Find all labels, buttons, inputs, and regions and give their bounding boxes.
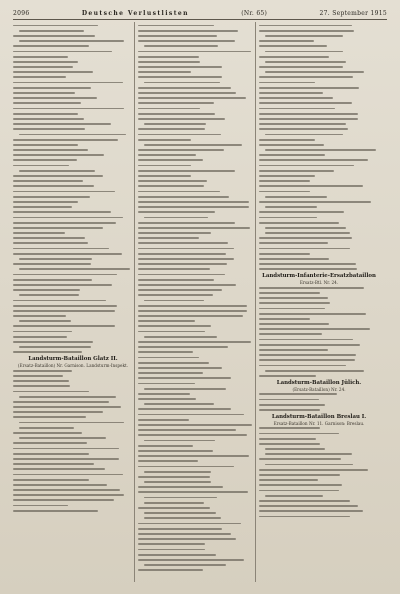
page-number: 2096 (13, 10, 30, 17)
illegible-text-line (13, 350, 133, 355)
column-left (13, 23, 133, 583)
header-rule (13, 19, 387, 20)
illegible-text-line (259, 407, 379, 412)
illegible-text-line (259, 373, 379, 378)
section-heading: Landsturm-Infanterie-Ersatzbataillon (262, 273, 376, 279)
section-heading: Landsturm-Bataillon Breslau I. (271, 413, 367, 420)
column-divider (134, 22, 135, 582)
illegible-text-line (138, 568, 258, 573)
casualty-list (259, 426, 379, 519)
illegible-text-line (259, 514, 379, 519)
illegible-text-line (259, 267, 379, 272)
illegible-text-line (13, 508, 133, 513)
column-middle (138, 23, 258, 583)
casualty-list (259, 392, 379, 413)
page-header (13, 8, 387, 19)
casualty-list (138, 23, 258, 573)
section-subheading: (Ersatz-Bataillon) Nr. 24. (292, 386, 346, 392)
casualty-list (259, 285, 379, 378)
casualty-list (13, 23, 133, 355)
issue-number: (Nr. 65) (241, 10, 268, 17)
section-subheading: (Ersatz-Bataillon) Nr. Garnison. Landsturm-Inspekt. (17, 363, 129, 369)
issue-date: 27. September 1915 (319, 10, 387, 17)
casualty-list (13, 368, 133, 513)
section-subheading: Ersatz-Bataillon Nr. 11. Garnison: Breslau. (273, 420, 365, 426)
section-subheading: Ersatz-Btl. Nr. 24. (299, 280, 339, 286)
section-heading: Landsturm-Bataillon Jülich. (276, 379, 362, 386)
casualty-list (259, 23, 379, 272)
section-heading: Landsturm-Bataillon Glatz II. (28, 356, 118, 362)
publication-title: Deutsche Verlustlisten (81, 10, 189, 17)
column-right (259, 23, 379, 583)
